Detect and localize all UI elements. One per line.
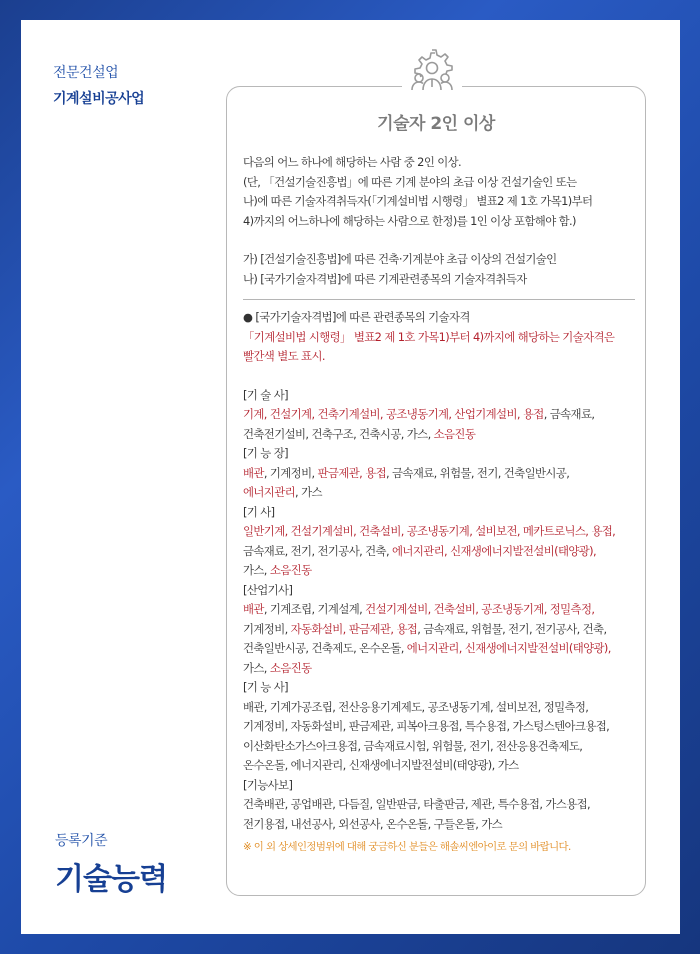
qualification-line (243, 425, 635, 445)
red-note-line: 「기계설비법 시행령」 별표2 제 1호 가목1)부터 4)까지에 해당하는 기술자격은 (243, 329, 615, 344)
qualification-line (243, 483, 635, 503)
qualification-line (243, 737, 635, 757)
highlighted-qualification: 소음진동 (269, 660, 312, 675)
standard-subtitle: 등록기준 (55, 833, 108, 849)
group-header: [기 술 사] (243, 387, 288, 402)
qualification-text: 건축전기설비, 건축구조, 건축시공, 가스, (243, 426, 434, 441)
page-sheet (21, 20, 680, 934)
group-header: [기 능 사] (243, 680, 288, 694)
qualification-text: 기계정비, 자동화설비, 판금제관, 피복아크용접, 특수용접, 가스텅스텐아크용접, (243, 719, 610, 733)
conditions-list (243, 250, 635, 289)
qualification-line (243, 405, 635, 425)
qualification-line (243, 717, 635, 737)
category-title: 기계설비공사업 (53, 91, 145, 107)
qualification-text: , 금속재료, (543, 407, 595, 421)
highlighted-qualification: 판금제관, 용접 (317, 465, 386, 480)
qualification-text: 온수온돌, 에너지관리, 신재생에너지발전설비(태양광), 가스 (243, 758, 519, 772)
qualification-line (243, 795, 635, 815)
highlighted-qualification: 에너지관리 (243, 485, 296, 499)
qualification-line (243, 542, 635, 562)
standard-block (55, 830, 167, 898)
qualification-line (243, 698, 635, 718)
qualification-text: , 금속재료, 위험물, 전기, 전기공사, 건축, (417, 621, 607, 636)
card-body (243, 153, 635, 858)
qualification-text: 가스, (243, 660, 270, 675)
highlighted-qualification: 배관 (243, 465, 264, 480)
qualification-line (243, 600, 635, 620)
qualification-text: 건축배관, 공업배관, 다듬질, 일반판금, 타출판금, 제관, 특수용접, 가스용접, (243, 797, 591, 811)
requirement-card (226, 86, 646, 896)
category-block (53, 62, 144, 108)
qualification-line (243, 756, 635, 776)
qualification-line (243, 815, 635, 835)
standard-title: 기술능력 (55, 862, 167, 897)
qualification-line (243, 659, 635, 679)
condition-item: 가) [건설기술진흥법]에 따른 건축·기계분야 초급 이상의 건설기술인 (243, 252, 557, 266)
highlighted-qualification: 일반기계, 건설기계설비, 건축설비, 공조냉동기계, 설비보전, 메카트로닉스, 용접, (243, 524, 616, 538)
highlighted-qualification: 자동화설비, 판금제관, 용접 (290, 621, 418, 636)
highlighted-qualification: 기계, 건설기계, 건축기계설비, 공조냉동기계, 산업기계설비, 용접 (243, 407, 544, 421)
card-title: 기술자 2인 이상 (377, 114, 495, 134)
highlighted-qualification: 에너지관리, 신재생에너지발전설비(태양광), (392, 543, 597, 558)
group-header: [기 능 장] (243, 446, 288, 460)
people-gear-icon (402, 46, 462, 106)
footnote: ※ 이 외 상세인정범위에 대해 궁금하신 분들은 해솔씨엔아이로 문의 바랍니다. (243, 841, 571, 853)
qualification-text: 배관, 기계가공조립, 전산응용기계제도, 공조냉동기계, 설비보전, 정밀측정, (243, 699, 589, 714)
group-header: [산업기사] (243, 582, 293, 597)
bullet-heading: ● [국가기술자격법]에 따른 관련종목의 기술자격 (243, 310, 470, 324)
qualification-text: , 기계정비, (263, 465, 318, 480)
qualification-text: 기계정비, (243, 621, 291, 636)
highlighted-qualification: 소음진동 (269, 563, 312, 577)
qualification-line (243, 561, 635, 581)
condition-item: 나) [국가기술자격법]에 따른 기계관련종목의 기술자격취득자 (243, 271, 527, 286)
qualification-text: 전기용접, 내선공사, 외선공사, 온수온돌, 구들온돌, 가스 (243, 816, 503, 831)
intro-line: 4)까지의 어느하나에 해당하는 사람으로 한정)를 1인 이상 포함해야 함.) (243, 213, 576, 228)
qualification-text: 금속재료, 전기, 전기공사, 건축, (243, 543, 393, 558)
red-note-line: 빨간색 별도 표시. (243, 349, 325, 363)
qualification-line (243, 522, 635, 542)
group-header: [기능사보] (243, 777, 293, 792)
intro-line: (단, 「건설기술진흥법」에 따른 기계 분야의 초급 이상 건설기술인 또는 (243, 174, 577, 189)
intro-line: 다음의 어느 하나에 해당하는 사람 중 2인 이상. (243, 155, 462, 169)
divider (243, 299, 635, 300)
qualification-groups (243, 386, 635, 835)
qualification-text: 가스, (243, 563, 270, 577)
qualification-line (243, 464, 635, 484)
qualification-line (243, 620, 635, 640)
qualification-text: , 기계조립, 기계설계, (263, 602, 366, 616)
group-header: [기 사] (243, 504, 275, 519)
qualification-text: , 가스 (295, 485, 322, 499)
highlighted-qualification: 에너지관리, 신재생에너지발전설비(태양광), (406, 641, 611, 655)
highlighted-qualification: 소음진동 (433, 426, 476, 441)
intro-line: 나)에 따른 기술자격취득자(「기계설비법 시행령」 별표2 제 1호 가목1)부터 (243, 194, 593, 208)
category-subtitle: 전문건설업 (53, 65, 119, 81)
red-note (243, 328, 635, 367)
intro-text (243, 153, 635, 231)
qualification-text: 건축일반시공, 건축제도, 온수온돌, (243, 641, 407, 655)
highlighted-qualification: 배관 (243, 602, 264, 616)
qualification-line (243, 639, 635, 659)
highlighted-qualification: 건설기계설비, 건축설비, 공조냉동기계, 정밀측정, (365, 602, 595, 616)
qualification-text: 이산화탄소가스아크용접, 금속재료시험, 위험물, 전기, 전산응용건축제도, (243, 738, 583, 753)
qualification-text: , 금속재료, 위험물, 전기, 건축일반시공, (385, 465, 570, 480)
